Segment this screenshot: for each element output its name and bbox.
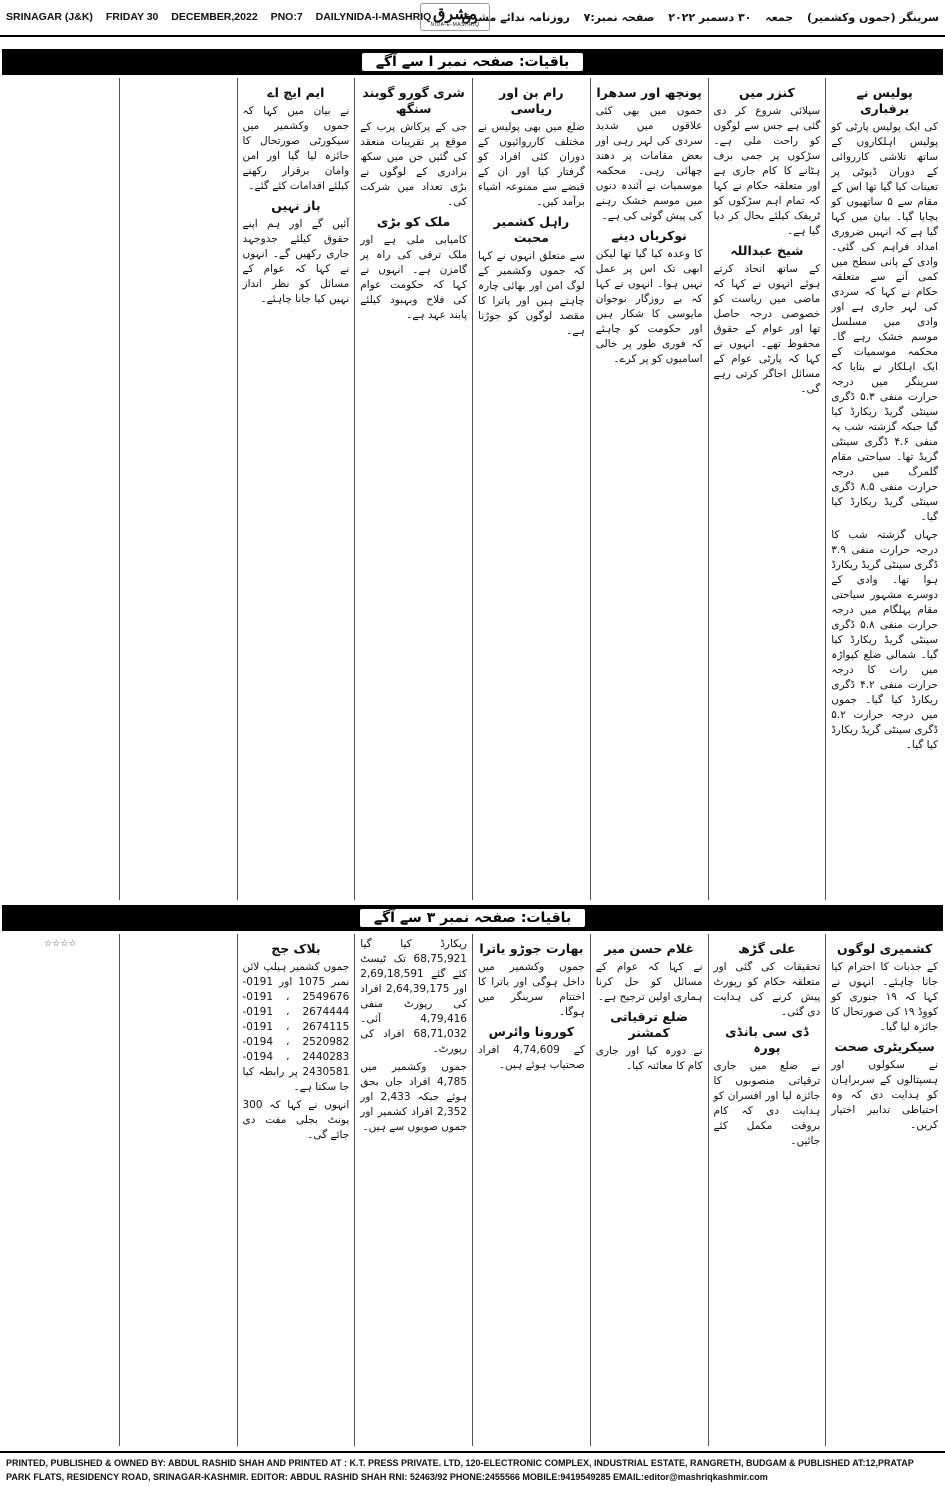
article-column xyxy=(2,934,119,1446)
article-body: جموں کشمیر ہیلپ لائن نمبر 1075 اور 0191-2549676 ، 0191-2674444 ، 0191-2674115 ، 0191-2520982 ، 0194-2440283 ، 0194-2430581 پر رابطہ کیا جا سکتا ہے۔ xyxy=(242,961,350,1093)
article-column xyxy=(2,78,119,900)
article-column xyxy=(119,934,237,1446)
imprint-line-1: PRINTED, PUBLISHED & OWNED BY: ABDUL RASHID SHAH AND PRINTED AT : K.T. PRESS PRIVATE. LTD, 120-ELECTRONIC COMPLEX, INDUSTRIAL ESTATE, RANGRETH, BUDGAM & PUBLISHED AT:12,PRATAP xyxy=(6,1458,914,1468)
article-body: کا وعدہ کیا گیا تھا لیکن ابھی تک اس پر عمل نہیں ہوا۔ انہوں نے کہا کہ بے روزگار نوجوان مایوسی کا شکار ہیں اور حکومت کو چاہئے کہ فوری طور پر خالی اسامیوں کو پر کرے۔ xyxy=(595,248,703,365)
article-heading: پولیس نے برفباری xyxy=(856,85,913,116)
masthead-urdu-date: ۳۰ دسمبر ۲۰۲۲ xyxy=(668,10,752,24)
article-column xyxy=(825,934,943,1446)
article-heading: سیکریٹری صحت xyxy=(834,1039,935,1054)
article-body: جموں میں بھی کئی علاقوں میں شدید سردی کی لہر رہی اور بعض مقامات پر دھند چھائی رہی۔ محکمہ موسمیات نے آئندہ دنوں میں موسم خشک رہنے کی پیش گوئی کی ہے۔ xyxy=(595,105,703,222)
masthead-page: PNO:7 xyxy=(270,11,303,23)
article-heading: غلام حسن میر xyxy=(604,941,694,956)
article-heading: باز نہیں xyxy=(271,198,321,213)
banner-title: باقیات: صفحہ نمبر ۳ سے آگے xyxy=(360,909,585,927)
continuation-banner-middle xyxy=(2,905,943,931)
article-body: جموں وکشمیر میں 4,785 افراد جاں بحق ہوئے جبکہ 2,433 اور 2,352 افراد کشمیر اور جموں صوبوں سے ہیں۔ xyxy=(360,1061,467,1133)
article-body: کے جذبات کا احترام کیا جانا چاہئے۔ انہوں نے کہا کہ ۱۹ جنوری کو کووِڈ ۱۹ کی صورتحال کا جائزہ لیا گیا۔ xyxy=(831,961,938,1033)
article-column xyxy=(237,934,355,1446)
article-column xyxy=(825,78,943,900)
masthead-day: FRIDAY 30 xyxy=(105,11,159,23)
article-body: کامیابی ملی ہے اور ملک ترقی کی راہ پر گامزن ہے۔ انہوں نے کہا کہ حکومت عوام کی فلاح وبہبود کیلئے پابند عہد ہے۔ xyxy=(360,234,467,321)
article-body: آئیں گے اور ہم اپنے حقوق کیلئے جدوجہد جاری رکھیں گے۔ انہوں نے کہا کہ عوام کے مسائل کو نظر انداز نہیں کیا جانا چاہئے۔ xyxy=(242,218,350,305)
article-body: ضلع میں بھی پولیس نے مختلف کارروائیوں کے دوران کئی افراد کو گرفتار کیا اور ان کے قبضے سے ممنوعہ اشیاء برآمد کیں۔ xyxy=(478,121,585,208)
article-body: ریکارڈ کیا گیا 68,75,921 تک ٹیسٹ کئے گئے 2,69,18,591 اور 2,64,39,175 افراد کی رپورٹ منفی 4,79,416 آئی۔ 68,71,032 افراد کی رپورٹ۔ xyxy=(360,938,467,1055)
article-column xyxy=(237,78,355,900)
section-continued-page1 xyxy=(2,78,943,900)
article-column xyxy=(590,78,708,900)
banner-title: باقیات: صفحہ نمبر ا سے آگے xyxy=(362,53,584,71)
article-column xyxy=(590,934,708,1446)
article-heading: راہل کشمیر محبت xyxy=(493,214,570,245)
article-body: نے دورہ کیا اور جاری کام کا معائنہ کیا۔ xyxy=(595,1045,703,1072)
masthead-date: DECEMBER,2022 xyxy=(171,11,258,23)
article-heading: کنزر میں xyxy=(738,85,795,100)
article-body: تحقیقات کی گئی اور متعلقہ حکام کو رپورٹ پیش کرنے کی ہدایت دی گئی۔ xyxy=(713,961,821,1018)
article-heading: علی گڑھ xyxy=(738,941,796,956)
article-heading: نوکریاں دینے xyxy=(611,228,687,243)
article-body: نے کہا کہ عوام کے مسائل کو حل کرنا ہماری اولین ترجیح ہے۔ xyxy=(595,961,703,1003)
article-heading: بھارت جوڑو یاترا xyxy=(479,941,584,956)
masthead-english xyxy=(6,11,441,23)
article-column xyxy=(472,934,590,1446)
article-column xyxy=(354,78,472,900)
masthead-urdu-page: صفحہ نمبر:۷ xyxy=(583,10,655,24)
section-continued-page3 xyxy=(2,934,943,1446)
article-column xyxy=(708,934,826,1446)
continuation-banner-top xyxy=(2,49,943,75)
article-heading: ملک کو بڑی xyxy=(376,214,451,229)
article-heading: ضلع ترقیاتی کمشنر xyxy=(610,1009,689,1040)
article-column xyxy=(119,78,237,900)
article-body: کے ساتھ اتحاد کرتے ہوئے انہوں نے کہا کہ ماضی میں ریاست کو خصوصی درجہ حاصل تھا اور عوام کے حقوق محفوظ تھے۔ انہوں نے کہا کہ پارٹی عوام کے مسائل اجاگر کرتی رہے گی۔ xyxy=(713,263,821,395)
masthead-rule xyxy=(0,35,945,37)
article-body: نے ضلع میں جاری ترقیاتی منصوبوں کا جائزہ لیا اور افسران کو ہدایت دی کہ کام بروقت مکمل کئے جائیں۔ xyxy=(713,1060,821,1147)
imprint-footer xyxy=(0,1451,945,1487)
article-body: نے بیان میں کہا کہ جموں وکشمیر میں سیکورٹی صورتحال کا جائزہ لیا گیا اور امن وامان برقرار رکھنے کیلئے اقدامات کئے گئے۔ xyxy=(242,105,350,192)
article-heading: شیخ عبداللہ xyxy=(730,243,804,258)
article-body: جموں وکشمیر میں داخل ہوگی اور یاترا کا اختتام سرینگر میں ہوگا۔ xyxy=(478,961,585,1018)
article-body: سپلائی شروع کر دی گئی ہے جس سے لوگوں کو راحت ملی ہے۔ سڑکوں پر جمی برف ہٹانے کا کام جاری ہے اور متعلقہ حکام نے کہا کہ تمام اہم سڑکوں کو ٹریفک کیلئے بحال کر دیا گیا ہے۔ xyxy=(713,105,821,237)
masthead-urdu-city: سرینگر (جموں وکشمیر) xyxy=(807,10,939,24)
article-body: کے 4,74,609 افراد صحتیاب ہوئے ہیں۔ xyxy=(478,1044,585,1071)
article-heading: رام بن اور ریاسی xyxy=(499,85,564,116)
imprint-line-2: PARK FLATS, RESIDENCY ROAD, SRINAGAR-KASHMIR. EDITOR: ABDUL RASHID SHAH RNI: 52463/92 PHONE:2455566 MOBILE:9419549285 EMAIL:editor@mashriqkashmir.com xyxy=(6,1472,768,1482)
article-body: نے سکولوں اور ہسپتالوں کے سربراہان کو ہدایت دی کہ وہ احتیاطی تدابیر اختیار کریں۔ xyxy=(831,1059,938,1131)
article-body: جی کے پرکاش پرب کے موقع پر تقریبات منعقد کی گئیں جن میں سکھ برادری کے لوگوں نے بڑی تعداد میں شرکت کی۔ xyxy=(360,121,467,208)
article-heading: شری گورو گوبند سنگھ xyxy=(362,85,465,116)
article-heading: پونچھ اور سدھرا xyxy=(596,85,702,100)
masthead-city: SRINAGAR (J&K) xyxy=(6,11,93,23)
article-body: جہاں گزشتہ شب کا درجہ حرارت منفی ۳.۹ ڈگری سینٹی گریڈ ریکارڈ ہوا تھا۔ وادی کے دوسرے مشہور سیاحتی مقام پہلگام میں درجہ حرارت منفی ۵.۸ ڈگری سینٹی گریڈ ریکارڈ کیا گیا۔ شمالی ضلع کپواڑہ میں رات کا درجہ حرارت منفی ۴.۲ ڈگری ریکارڈ کیا گیا۔ جموں میں درجہ حرارت ۵.۲ ڈگری سینٹی گریڈ ریکارڈ کیا گیا۔ xyxy=(831,529,938,751)
article-heading: ایم ایچ اے xyxy=(267,85,325,100)
article-heading: کورونا وائرس xyxy=(488,1024,575,1039)
article-column xyxy=(354,934,472,1446)
masthead-urdu-paper: روزنامہ ندائے مشرق xyxy=(461,10,570,24)
article-heading: بلاک جج xyxy=(271,941,321,956)
masthead-paper: DAILYNIDA-I-MASHRIQ xyxy=(315,11,432,23)
article-body: سے متعلق انہوں نے کہا کہ جموں وکشمیر کے لوگ امن اور بھائی چارہ چاہتے ہیں اور یاترا کا مقصد لوگوں کو جوڑنا ہے۔ xyxy=(478,250,585,337)
article-column xyxy=(472,78,590,900)
masthead xyxy=(0,0,945,34)
newspaper-logo: مشرق NIDA-E-MASHRIQ xyxy=(420,3,490,31)
end-of-article-marker: ☆☆☆☆ xyxy=(44,939,77,949)
article-body: انہوں نے کہا کہ 300 یونٹ بجلی مفت دی جائے گی۔ xyxy=(242,1099,350,1141)
article-column xyxy=(708,78,826,900)
masthead-urdu xyxy=(452,11,939,24)
article-heading: ڈی سی بانڈی پورہ xyxy=(725,1024,809,1055)
article-heading: کشمیری لوگوں xyxy=(836,941,933,956)
masthead-urdu-day: جمعہ xyxy=(765,10,794,24)
article-body: کی ایک پولیس پارٹی کو پولیس اہلکاروں کے ساتھ تلاشی کارروائی کے دوران ڈیوٹی پر تعینات کیا گیا تھا اس کے مقام سے ۵ ساتھیوں کو بچایا گیا۔ بیان میں کہا گیا ہے کہ انہیں ضروری امداد فراہم کی گئی۔ وادی کے پانی سطح میں کمی آنے سے متعلقہ حکام نے کہا کہ سردی کی لہر جاری ہے اور وادی میں مسلسل موسم خشک رہے گا۔ محکمہ موسمیات کے ایک اہلکار نے بتایا کہ سرینگر میں درجہ حرارت منفی ۵.۳ ڈگری سینٹی گریڈ ریکارڈ کیا گیا جبکہ گزشتہ شب یہ منفی ۴.۶ ڈگری سینٹی گریڈ تھا۔ سیاحتی مقام گلمرگ میں درجہ حرارت منفی ۸.۵ ڈگری سینٹی گریڈ ریکارڈ کیا گیا۔ xyxy=(831,121,938,523)
